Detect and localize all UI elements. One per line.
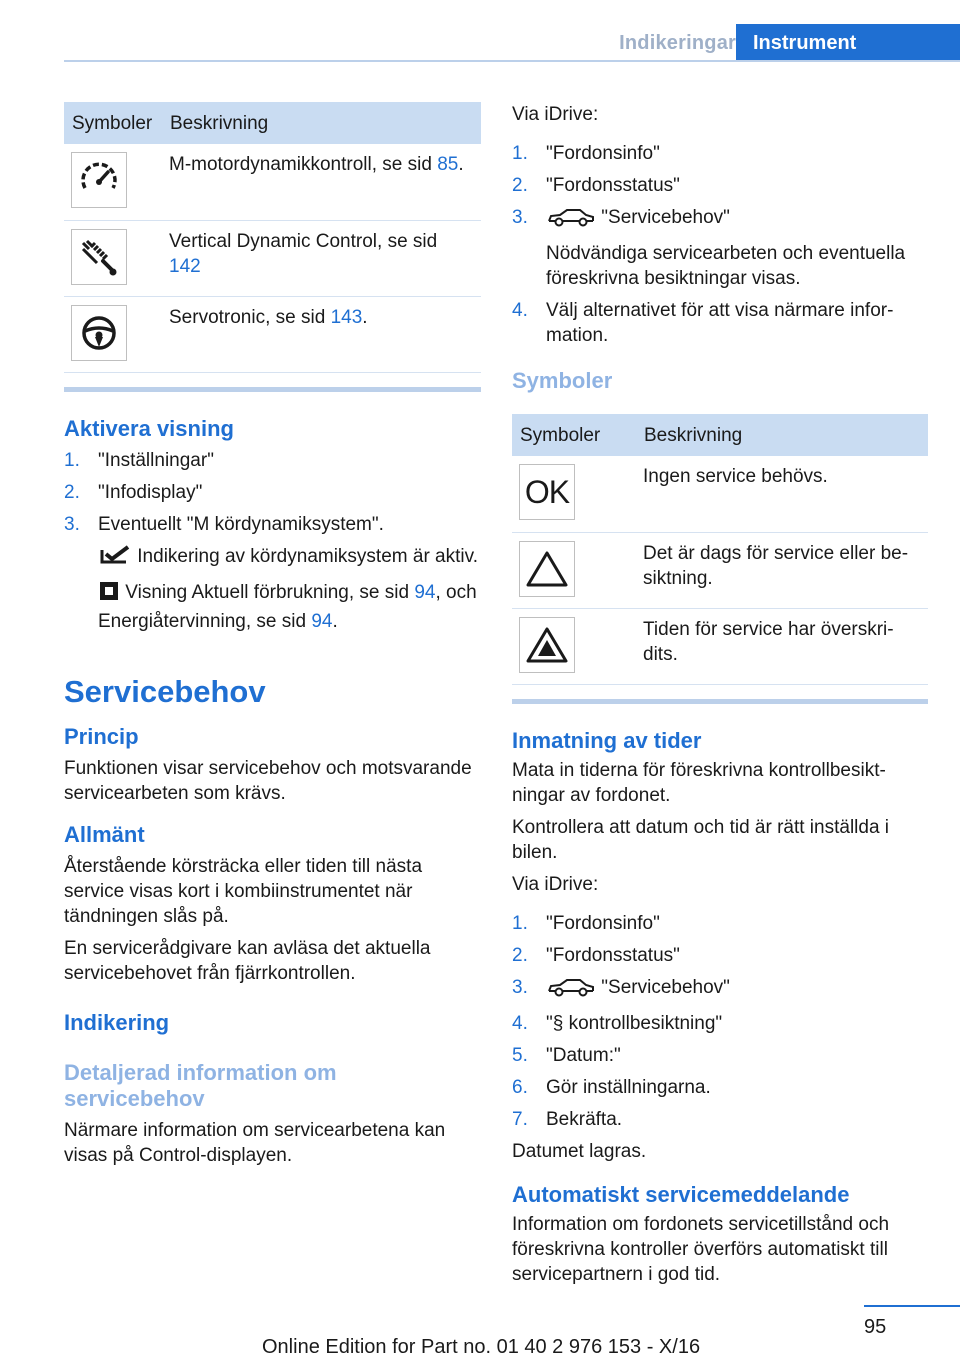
note-consumption: Visning Aktuell förbrukning, se sid: [125, 581, 415, 603]
row-text: Tiden för service har överskridits.: [636, 608, 928, 684]
warning-triangle-icon: [519, 541, 575, 597]
list-item: 3. Eventuellt "M kördynamiksystem". Indikering av kördynamiksystem är aktiv. Visning Aktuell förbrukning, se sid 94, och Energiåtervinning, se sid 94.: [64, 513, 478, 632]
row-text: Det är dags för service eller besiktning.: [636, 532, 928, 608]
page-link[interactable]: 94: [414, 581, 436, 603]
symbols-heading: Symboler: [512, 368, 613, 393]
inmatning-text-1: Mata in tiderna för föreskrivna kontrollbesiktningar av fordonet.: [512, 759, 886, 806]
header-rule: [64, 60, 960, 62]
footer-rule: [864, 1305, 960, 1307]
inmatning-text-2: Kontrollera att datum och tid är rätt inställda i bilen.: [512, 816, 890, 863]
vertical-dynamic-icon: [71, 229, 127, 285]
page-number: 95: [864, 1316, 887, 1338]
col-symbol-header: Symboler: [64, 102, 162, 144]
header-chapter-tab: Instrument: [736, 24, 960, 62]
via-idrive-1: Via iDrive:: [512, 104, 599, 125]
table-row: [64, 220, 481, 296]
detail-heading: Detaljerad information om servicebehov: [64, 1059, 337, 1111]
inmatning-steps: [512, 911, 928, 1132]
list-item: 6. Gör inställningarna.: [512, 1076, 711, 1098]
servicebehov-title: Servicebehov: [64, 673, 266, 709]
symbol-table-2: [512, 414, 928, 685]
inmatning-heading: Inmatning av tider: [512, 727, 702, 753]
row-text: Vertical Dynamic Control, se sid: [169, 230, 438, 252]
list-item: 3. "Servicebehov": [512, 975, 928, 1004]
car-icon: [546, 977, 596, 1004]
left-column: [64, 102, 481, 1175]
table-end-bar: [64, 387, 481, 392]
indikering-heading: Indikering: [64, 1009, 170, 1035]
table-row: [512, 608, 928, 684]
list-item: 1. "Inställningar": [64, 449, 214, 471]
table-row: [512, 456, 928, 532]
col-desc-header: Beskrivning: [636, 414, 928, 456]
servotronic-steering-icon: [71, 305, 127, 361]
edition-text: Online Edition for Part no. 01 40 2 976 153 - X/16: [262, 1336, 701, 1358]
auto-heading: Automatiskt servicemeddelande: [512, 1181, 850, 1207]
list-item: 1. "Fordonsinfo": [512, 912, 660, 934]
allmant-text-1: Återstående körsträcka eller tiden till nästa service visas kort i kombiinstrumentet när tändningen slås på.: [64, 855, 423, 927]
square-icon: [98, 580, 120, 609]
row-text: M-motordynamikkontroll, se sid: [169, 154, 438, 175]
page-link[interactable]: 85: [437, 154, 459, 175]
row-text: Servotronic, se sid: [169, 306, 331, 328]
list-item: 3. "Servicebehov" Nödvändiga servicearbeten och eventuella föreskrivna besiktningar visas.: [512, 205, 928, 291]
activate-steps: [64, 448, 481, 634]
table-row: [512, 532, 928, 608]
page-link[interactable]: 142: [169, 255, 201, 277]
page-link[interactable]: 94: [311, 610, 333, 632]
list-item: 4. Välj alternativet för att visa närmare information.: [512, 300, 894, 346]
allmant-text-2: En servicerådgivare kan avläsa det aktuella servicebehovet från fjärrkontrollen.: [64, 937, 431, 984]
activate-heading: Aktivera visning: [64, 415, 234, 441]
table-header-row: [512, 414, 928, 456]
right-column: [512, 102, 928, 1294]
warning-triangle-filled-icon: [519, 617, 575, 673]
via-idrive-2: Via iDrive:: [512, 873, 599, 895]
col-desc-header: Beskrivning: [162, 102, 481, 144]
list-item: 2. "Infodisplay": [64, 481, 203, 503]
list-item: 2. "Fordonsstatus": [512, 175, 680, 196]
note-active: Indikering av kördynamiksystem är aktiv.: [137, 545, 478, 567]
date-saved-text: Datumet lagras.: [512, 1140, 647, 1162]
table-row: Servotronic, se sid 143.: [64, 296, 481, 372]
col-symbol-header: Symboler: [512, 414, 636, 456]
car-icon: [546, 207, 596, 234]
table-header-row: [64, 102, 481, 144]
detail-text: Närmare information om servicearbetena kan visas på Control-displayen.: [64, 1119, 446, 1166]
table-end-bar: [512, 699, 928, 704]
list-item: 4. "§ kontrollbesiktning": [512, 1012, 723, 1034]
service-steps: [512, 141, 928, 348]
row-text: Ingen service behövs.: [636, 456, 928, 532]
drive-system-check-icon: [98, 544, 132, 573]
auto-text: Information om fordonets servicetillstånd och föreskrivna kontroller överförs automatiskt till servicepartnern i god tid.: [512, 1213, 890, 1285]
list-item: 5. "Datum:": [512, 1044, 621, 1066]
header-section: Indikeringar: [619, 32, 736, 54]
page-link[interactable]: 143: [330, 306, 363, 328]
list-item: 1. "Fordonsinfo": [512, 143, 660, 164]
symbol-table-1: [64, 102, 481, 373]
list-item: 2. "Fordonsstatus": [512, 944, 680, 966]
princip-text: Funktionen visar servicebehov och motsvarande servicearbeten som krävs.: [64, 757, 472, 804]
allmant-heading: Allmänt: [64, 821, 145, 847]
step-sub-text: Nödvändiga servicearbeten och eventuella föreskrivna besiktningar visas.: [546, 243, 906, 289]
princip-heading: Princip: [64, 723, 139, 749]
m-dynamic-control-icon: [71, 152, 127, 208]
ok-icon: OK: [519, 464, 575, 520]
table-row: M-motordynamikkontroll, se sid 85.: [64, 144, 481, 220]
list-item: 7. Bekräfta.: [512, 1108, 623, 1130]
